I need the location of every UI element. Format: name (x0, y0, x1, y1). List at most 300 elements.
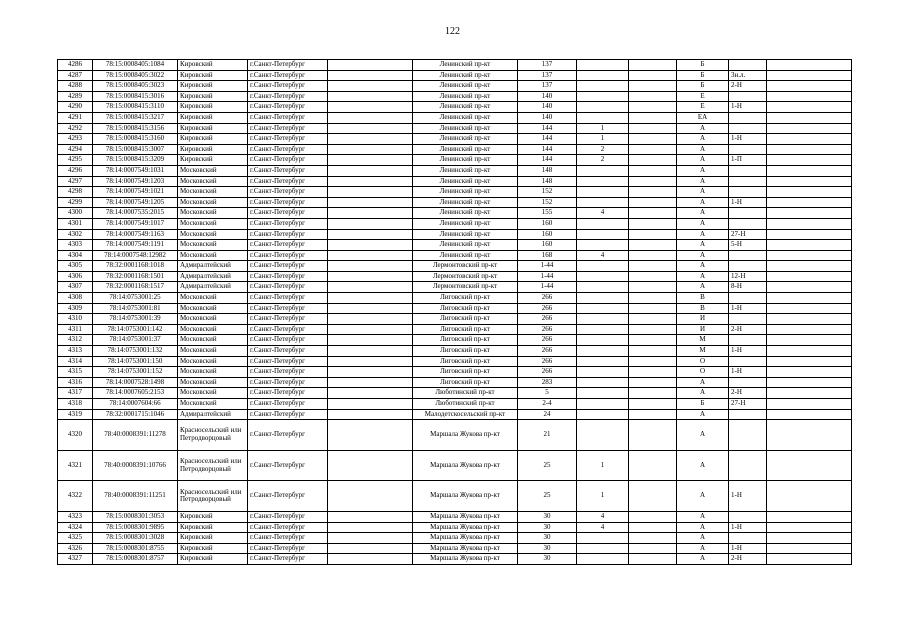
empty-cell (629, 533, 677, 544)
table-row (58, 240, 852, 251)
building-cell (577, 377, 629, 388)
building-cell (577, 176, 629, 187)
city-cell: г.Санкт-Петербург (248, 346, 328, 357)
empty-cell (328, 70, 413, 81)
room-cell (729, 187, 767, 198)
city-cell: г.Санкт-Петербург (248, 102, 328, 113)
letter-cell: А (677, 377, 729, 388)
room-cell (729, 144, 767, 155)
row-number-cell: 4295 (58, 155, 93, 166)
empty-cell (629, 367, 677, 378)
empty-cell (629, 144, 677, 155)
city-cell: г.Санкт-Петербург (248, 543, 328, 554)
table-row (58, 356, 852, 367)
district-cell: Кировский (178, 144, 248, 155)
district-cell: Московский (178, 250, 248, 261)
street-cell: Лиговский пр-кт (413, 293, 518, 304)
empty-cell (767, 112, 852, 123)
city-cell: г.Санкт-Петербург (248, 134, 328, 145)
empty-cell (328, 450, 413, 481)
district-cell: Красносельский или Петродворцовый (178, 481, 248, 512)
city-cell: г.Санкт-Петербург (248, 229, 328, 240)
letter-cell: А (677, 144, 729, 155)
empty-cell (767, 409, 852, 420)
city-cell: г.Санкт-Петербург (248, 377, 328, 388)
room-cell (729, 511, 767, 522)
cadastral-number-cell: 78:15:0008405:1084 (93, 60, 178, 71)
empty-cell (767, 554, 852, 565)
house-cell: 5 (518, 388, 577, 399)
letter-cell: И (677, 314, 729, 325)
table-row (58, 481, 852, 512)
cadastral-number-cell: 78:14:0007549:1031 (93, 165, 178, 176)
city-cell: г.Санкт-Петербург (248, 165, 328, 176)
district-cell: Кировский (178, 70, 248, 81)
street-cell: Ленинский пр-кт (413, 218, 518, 229)
district-cell: Кировский (178, 554, 248, 565)
empty-cell (328, 511, 413, 522)
building-cell (577, 356, 629, 367)
page-number: 122 (445, 26, 460, 37)
empty-cell (767, 324, 852, 335)
building-cell (577, 314, 629, 325)
row-number-cell: 4314 (58, 356, 93, 367)
empty-cell (328, 324, 413, 335)
empty-cell (328, 533, 413, 544)
empty-cell (629, 187, 677, 198)
empty-cell (328, 388, 413, 399)
city-cell: г.Санкт-Петербург (248, 261, 328, 272)
street-cell: Маршала Жукова пр-кт (413, 511, 518, 522)
letter-cell: А (677, 165, 729, 176)
table-row (58, 293, 852, 304)
district-cell: Московский (178, 240, 248, 251)
cadastral-number-cell: 78:15:0008301:8757 (93, 554, 178, 565)
house-cell: 30 (518, 522, 577, 533)
row-number-cell: 4323 (58, 511, 93, 522)
empty-cell (767, 346, 852, 357)
street-cell: Ленинский пр-кт (413, 240, 518, 251)
house-cell: 266 (518, 324, 577, 335)
cadastral-number-cell: 78:32:0001715:1046 (93, 409, 178, 420)
empty-cell (767, 197, 852, 208)
letter-cell: Б (677, 399, 729, 410)
row-number-cell: 4316 (58, 377, 93, 388)
city-cell: г.Санкт-Петербург (248, 324, 328, 335)
cadastral-number-cell: 78:14:0007549:1205 (93, 197, 178, 208)
street-cell: Лиговский пр-кт (413, 367, 518, 378)
house-cell: 25 (518, 450, 577, 481)
room-cell: 3н.л. (729, 70, 767, 81)
empty-cell (767, 293, 852, 304)
building-cell (577, 102, 629, 113)
table-row (58, 271, 852, 282)
street-cell: Маршала Жукова пр-кт (413, 543, 518, 554)
letter-cell: А (677, 450, 729, 481)
empty-cell (767, 165, 852, 176)
empty-cell (767, 229, 852, 240)
empty-cell (629, 420, 677, 451)
row-number-cell: 4304 (58, 250, 93, 261)
row-number-cell: 4320 (58, 420, 93, 451)
district-cell: Московский (178, 197, 248, 208)
room-cell (729, 250, 767, 261)
house-cell: 155 (518, 208, 577, 219)
room-cell (729, 60, 767, 71)
room-cell (729, 112, 767, 123)
city-cell: г.Санкт-Петербург (248, 187, 328, 198)
district-cell: Красносельский или Петродворцовый (178, 420, 248, 451)
room-cell (729, 123, 767, 134)
letter-cell: А (677, 240, 729, 251)
empty-cell (767, 240, 852, 251)
letter-cell: А (677, 208, 729, 219)
district-cell: Кировский (178, 91, 248, 102)
letter-cell: А (677, 554, 729, 565)
empty-cell (328, 187, 413, 198)
building-cell (577, 187, 629, 198)
empty-cell (629, 481, 677, 512)
building-cell (577, 367, 629, 378)
empty-cell (629, 554, 677, 565)
table-row (58, 134, 852, 145)
table-row (58, 91, 852, 102)
street-cell: Лиговский пр-кт (413, 324, 518, 335)
building-cell (577, 197, 629, 208)
house-cell: 266 (518, 303, 577, 314)
district-cell: Московский (178, 377, 248, 388)
city-cell: г.Санкт-Петербург (248, 218, 328, 229)
room-cell: 1-Н (729, 543, 767, 554)
empty-cell (767, 388, 852, 399)
table-row (58, 533, 852, 544)
cadastral-number-cell: 78:15:0008415:3110 (93, 102, 178, 113)
city-cell: г.Санкт-Петербург (248, 303, 328, 314)
room-cell (729, 293, 767, 304)
street-cell: Ленинский пр-кт (413, 102, 518, 113)
empty-cell (629, 70, 677, 81)
row-number-cell: 4291 (58, 112, 93, 123)
cadastral-number-cell: 78:14:0007549:1163 (93, 229, 178, 240)
district-cell: Адмиралтейский (178, 282, 248, 293)
letter-cell: А (677, 522, 729, 533)
cadastral-number-cell: 78:15:0008415:3007 (93, 144, 178, 155)
building-cell (577, 229, 629, 240)
table-row (58, 218, 852, 229)
table-row (58, 324, 852, 335)
empty-cell (629, 450, 677, 481)
empty-cell (328, 240, 413, 251)
house-cell: 283 (518, 377, 577, 388)
empty-cell (767, 450, 852, 481)
letter-cell: А (677, 388, 729, 399)
row-number-cell: 4321 (58, 450, 93, 481)
street-cell: Ленинский пр-кт (413, 81, 518, 92)
cadastral-number-cell: 78:15:0008415:3160 (93, 134, 178, 145)
district-cell: Кировский (178, 522, 248, 533)
house-cell: 137 (518, 81, 577, 92)
cadastral-number-cell: 78:14:0753001:150 (93, 356, 178, 367)
house-cell: 144 (518, 155, 577, 166)
house-cell: 152 (518, 187, 577, 198)
house-cell: 137 (518, 70, 577, 81)
street-cell: Ленинский пр-кт (413, 165, 518, 176)
district-cell: Кировский (178, 60, 248, 71)
row-number-cell: 4312 (58, 335, 93, 346)
room-cell (729, 314, 767, 325)
empty-cell (629, 197, 677, 208)
letter-cell: А (677, 282, 729, 293)
street-cell: Лиговский пр-кт (413, 335, 518, 346)
room-cell: 1-Н (729, 522, 767, 533)
street-cell: Ленинский пр-кт (413, 112, 518, 123)
street-cell: Ленинский пр-кт (413, 176, 518, 187)
row-number-cell: 4326 (58, 543, 93, 554)
letter-cell: А (677, 533, 729, 544)
room-cell (729, 409, 767, 420)
city-cell: г.Санкт-Петербург (248, 367, 328, 378)
building-cell (577, 282, 629, 293)
building-cell: 2 (577, 144, 629, 155)
empty-cell (767, 176, 852, 187)
building-cell (577, 271, 629, 282)
table-row (58, 314, 852, 325)
row-number-cell: 4317 (58, 388, 93, 399)
district-cell: Кировский (178, 511, 248, 522)
district-cell: Адмиралтейский (178, 409, 248, 420)
room-cell: 1-Н (729, 481, 767, 512)
building-cell (577, 70, 629, 81)
row-number-cell: 4290 (58, 102, 93, 113)
table-row (58, 144, 852, 155)
empty-cell (328, 261, 413, 272)
house-cell: 30 (518, 533, 577, 544)
street-cell: Маршала Жукова пр-кт (413, 554, 518, 565)
house-cell: 144 (518, 134, 577, 145)
table-row (58, 81, 852, 92)
row-number-cell: 4289 (58, 91, 93, 102)
cadastral-number-cell: 78:40:0008391:11278 (93, 420, 178, 451)
empty-cell (629, 240, 677, 251)
room-cell (729, 450, 767, 481)
empty-cell (767, 144, 852, 155)
city-cell: г.Санкт-Петербург (248, 81, 328, 92)
district-cell: Московский (178, 346, 248, 357)
row-number-cell: 4299 (58, 197, 93, 208)
house-cell: 144 (518, 123, 577, 134)
row-number-cell: 4302 (58, 229, 93, 240)
table-row (58, 420, 852, 451)
building-cell (577, 240, 629, 251)
letter-cell: А (677, 261, 729, 272)
empty-cell (767, 102, 852, 113)
row-number-cell: 4303 (58, 240, 93, 251)
cadastral-number-cell: 78:14:0753001:39 (93, 314, 178, 325)
cadastral-number-cell: 78:14:0007528:1498 (93, 377, 178, 388)
row-number-cell: 4296 (58, 165, 93, 176)
table-row (58, 399, 852, 410)
empty-cell (328, 367, 413, 378)
street-cell: Лиговский пр-кт (413, 377, 518, 388)
empty-cell (629, 165, 677, 176)
empty-cell (629, 112, 677, 123)
cadastral-number-cell: 78:15:0008301:3053 (93, 511, 178, 522)
building-cell: 1 (577, 123, 629, 134)
district-cell: Адмиралтейский (178, 271, 248, 282)
empty-cell (328, 176, 413, 187)
empty-cell (767, 208, 852, 219)
row-number-cell: 4301 (58, 218, 93, 229)
house-cell: 160 (518, 240, 577, 251)
street-cell: Лиговский пр-кт (413, 346, 518, 357)
building-cell (577, 554, 629, 565)
street-cell: Ленинский пр-кт (413, 155, 518, 166)
table-body (58, 60, 852, 565)
district-cell: Кировский (178, 112, 248, 123)
empty-cell (328, 197, 413, 208)
house-cell: 21 (518, 420, 577, 451)
room-cell (729, 218, 767, 229)
empty-cell (328, 250, 413, 261)
cadastral-number-cell: 78:15:0008301:8755 (93, 543, 178, 554)
house-cell: 30 (518, 554, 577, 565)
street-cell: Ленинский пр-кт (413, 123, 518, 134)
table-row (58, 197, 852, 208)
building-cell (577, 420, 629, 451)
empty-cell (767, 155, 852, 166)
building-cell (577, 81, 629, 92)
street-cell: Ленинский пр-кт (413, 197, 518, 208)
empty-cell (328, 335, 413, 346)
city-cell: г.Санкт-Петербург (248, 356, 328, 367)
city-cell: г.Санкт-Петербург (248, 144, 328, 155)
room-cell (729, 176, 767, 187)
empty-cell (328, 420, 413, 451)
letter-cell: А (677, 409, 729, 420)
street-cell: Ленинский пр-кт (413, 229, 518, 240)
city-cell: г.Санкт-Петербург (248, 409, 328, 420)
letter-cell: Е (677, 91, 729, 102)
building-cell (577, 409, 629, 420)
room-cell: 8-Н (729, 282, 767, 293)
house-cell: 148 (518, 165, 577, 176)
empty-cell (629, 176, 677, 187)
empty-cell (767, 134, 852, 145)
row-number-cell: 4327 (58, 554, 93, 565)
letter-cell: А (677, 271, 729, 282)
letter-cell: А (677, 543, 729, 554)
empty-cell (767, 420, 852, 451)
house-cell: 30 (518, 543, 577, 554)
cadastral-number-cell: 78:14:0007535:2015 (93, 208, 178, 219)
room-cell: 1-Н (729, 134, 767, 145)
table-row (58, 282, 852, 293)
district-cell: Кировский (178, 102, 248, 113)
room-cell: 27-Н (729, 399, 767, 410)
letter-cell: В (677, 293, 729, 304)
building-cell (577, 293, 629, 304)
room-cell (729, 377, 767, 388)
table-row (58, 208, 852, 219)
empty-cell (328, 229, 413, 240)
cadastral-number-cell: 78:14:0753001:25 (93, 293, 178, 304)
row-number-cell: 4298 (58, 187, 93, 198)
row-number-cell: 4307 (58, 282, 93, 293)
empty-cell (629, 293, 677, 304)
empty-cell (629, 218, 677, 229)
district-cell: Кировский (178, 81, 248, 92)
empty-cell (328, 293, 413, 304)
district-cell: Московский (178, 324, 248, 335)
building-cell (577, 346, 629, 357)
district-cell: Кировский (178, 155, 248, 166)
row-number-cell: 4322 (58, 481, 93, 512)
empty-cell (629, 314, 677, 325)
district-cell: Кировский (178, 134, 248, 145)
empty-cell (767, 377, 852, 388)
room-cell (729, 420, 767, 451)
district-cell: Московский (178, 335, 248, 346)
cadastral-number-cell: 78:14:0753001:81 (93, 303, 178, 314)
building-cell: 1 (577, 450, 629, 481)
letter-cell: А (677, 481, 729, 512)
building-cell (577, 91, 629, 102)
table-row (58, 335, 852, 346)
row-number-cell: 4311 (58, 324, 93, 335)
table-row (58, 70, 852, 81)
cadastral-number-cell: 78:15:0008415:3016 (93, 91, 178, 102)
city-cell: г.Санкт-Петербург (248, 176, 328, 187)
house-cell: 160 (518, 229, 577, 240)
cadastral-number-cell: 78:14:0753001:37 (93, 335, 178, 346)
letter-cell: А (677, 134, 729, 145)
letter-cell: А (677, 250, 729, 261)
empty-cell (767, 271, 852, 282)
building-cell (577, 218, 629, 229)
table-row (58, 60, 852, 71)
cadastral-number-cell: 78:32:0001168:1501 (93, 271, 178, 282)
row-number-cell: 4286 (58, 60, 93, 71)
empty-cell (328, 303, 413, 314)
empty-cell (629, 155, 677, 166)
building-cell (577, 335, 629, 346)
house-cell: 25 (518, 481, 577, 512)
empty-cell (328, 399, 413, 410)
cadastral-number-cell: 78:40:0008391:11251 (93, 481, 178, 512)
empty-cell (328, 134, 413, 145)
letter-cell: В (677, 303, 729, 314)
empty-cell (629, 229, 677, 240)
district-cell: Московский (178, 218, 248, 229)
building-cell: 4 (577, 208, 629, 219)
cadastral-number-cell: 78:14:0007549:1017 (93, 218, 178, 229)
empty-cell (767, 522, 852, 533)
letter-cell: И (677, 324, 729, 335)
house-cell: 24 (518, 409, 577, 420)
room-cell (729, 335, 767, 346)
building-cell (577, 303, 629, 314)
street-cell: Маршала Жукова пр-кт (413, 450, 518, 481)
house-cell: 140 (518, 112, 577, 123)
empty-cell (328, 346, 413, 357)
table-row (58, 261, 852, 272)
empty-cell (328, 314, 413, 325)
cadastral-number-cell: 78:14:0007604:66 (93, 399, 178, 410)
building-cell: 2 (577, 155, 629, 166)
street-cell: Лиговский пр-кт (413, 314, 518, 325)
empty-cell (328, 377, 413, 388)
cadastral-number-cell: 78:15:0008415:3209 (93, 155, 178, 166)
